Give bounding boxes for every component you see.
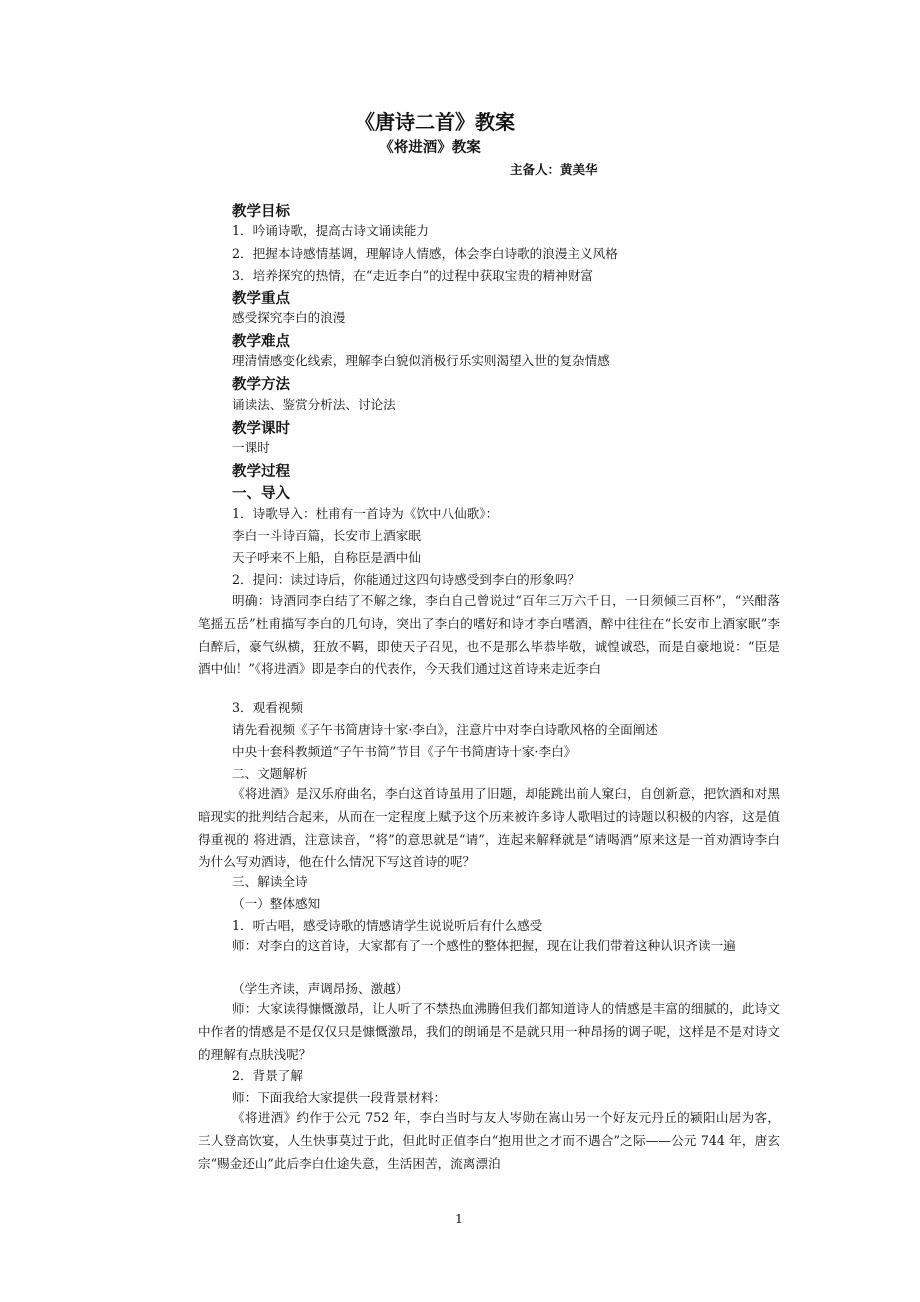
goal-2: 2．把握本诗感情基调，理解诗人情感，体会李白诗歌的浪漫主义风格 xyxy=(232,246,618,261)
analysis-paragraph: 《将进酒》是汉乐府曲名，李白这首诗虽用了旧题，却能跳出前人窠臼，自创新意，把饮酒和对黑暗现实的批判结合起来，从而在一定程度上赋予这个历来被许多诗人歌唱过的诗题以积极的内容，这是值得重视的 将进酒，注意读音，“将”的意思就是“请”，连起来解释就是“请喝酒”原来这是一首劝酒诗李白为什么写劝酒诗，他在什么情况下写这首诗的呢？ xyxy=(198,786,780,870)
intro-3: 3．观看视频 xyxy=(232,700,303,715)
document-subtitle: 《将进酒》教案 xyxy=(379,140,481,156)
clarify-paragraph: 明确：诗酒同李白结了不解之缘，李白自己曾说过“百年三万六千日，一日须倾三百杯”，“兴酣落笔摇五岳”杜甫描写李白的几句诗，突出了李白的嗜好和诗才李白嗜酒，醉中往往在“长安市上酒家眠”李白醉后，豪气纵横，狂放不羁，即使天子召见，也不是那么毕恭毕敬，诚惶诚恐，而是自豪地说：“臣是酒中仙！”《将进酒》即是李白的代表作，今天我们通过这首诗来走近李白 xyxy=(198,593,780,677)
students-text: （学生齐读，声调昂扬、激越） xyxy=(232,981,409,996)
intro-1: 1．诗歌导入：杜甫有一首诗为《饮中八仙歌》： xyxy=(232,506,499,521)
heading-process: 教学过程 xyxy=(232,464,290,480)
heading-intro: 一、导入 xyxy=(232,486,290,502)
goal-1: 1．吟诵诗歌，提高古诗文诵读能力 xyxy=(232,223,429,238)
heading-key: 教学重点 xyxy=(232,291,290,307)
teacher-paragraph-3: 师：下面我给大家提供一段背景材料： xyxy=(232,1090,447,1105)
page-number: 1 xyxy=(455,1211,463,1226)
background-heading: 2．背景了解 xyxy=(232,1068,303,1083)
heading-difficulty: 教学难点 xyxy=(232,334,290,350)
heading-read: 三、解读全诗 xyxy=(232,874,308,889)
heading-hours: 教学课时 xyxy=(232,421,290,437)
difficulty-text: 理清情感变化线索，理解李白貌似消极行乐实则渴望入世的复杂情感 xyxy=(232,353,610,368)
video-2: 中央十套科教频道“子午书简”节目《子午书简唐诗十家·李白》 xyxy=(232,744,577,759)
author-line: 主备人：黄美华 xyxy=(510,162,598,177)
heading-goals: 教学目标 xyxy=(232,204,290,220)
document-title: 《唐诗二首》教案 xyxy=(355,110,515,134)
poem-line-1: 李白一斗诗百篇，长安市上酒家眠 xyxy=(232,528,421,543)
listen-text: 1．听古唱，感受诗歌的情感请学生说说听后有什么感受 xyxy=(232,918,543,933)
goal-3: 3．培养探究的热情，在“走近李白”的过程中获取宝贵的精神财富 xyxy=(232,268,593,283)
key-text: 感受探究李白的浪漫 xyxy=(232,310,346,325)
sub-overall: （一）整体感知 xyxy=(232,896,321,911)
method-text: 诵读法、鉴赏分析法、讨论法 xyxy=(232,397,396,412)
heading-analysis: 二、文题解析 xyxy=(232,766,308,781)
hours-text: 一课时 xyxy=(232,440,270,455)
intro-2: 2．提问：读过诗后，你能通过这四句诗感受到李白的形象吗？ xyxy=(232,572,581,587)
heading-method: 教学方法 xyxy=(232,377,290,393)
teacher-paragraph-1: 师：对李白的这首诗，大家都有了一个感性的整体把握，现在让我们带着这种认识齐读一遍 xyxy=(232,938,736,953)
poem-line-2: 天子呼来不上船，自称臣是酒中仙 xyxy=(232,550,421,565)
teacher-paragraph-2: 师：大家读得慷慨激昂，让人听了不禁热血沸腾但我们都知道诗人的情感是丰富的细腻的，此诗文中作者的情感是不是仅仅只是慷慨激昂，我们的朗诵是不是就只用一种昂扬的调子呢，这样是不是对诗文的理解有点肤浅呢？ xyxy=(198,1001,780,1062)
video-1: 请先看视频《子午书简唐诗十家·李白》，注意片中对李白诗歌风格的全面阐述 xyxy=(232,722,658,737)
history-paragraph: 《将进酒》约作于公元 752 年，李白当时与友人岑勋在嵩山另一个好友元丹丘的颍阳山居为客，三人登高饮宴，人生快事莫过于此，但此时正值李白“抱用世之才而不遇合”之际——公元 744 年，唐玄宗“赐金还山”此后李白仕途失意，生活困苦，流离漂泊 xyxy=(198,1110,780,1171)
